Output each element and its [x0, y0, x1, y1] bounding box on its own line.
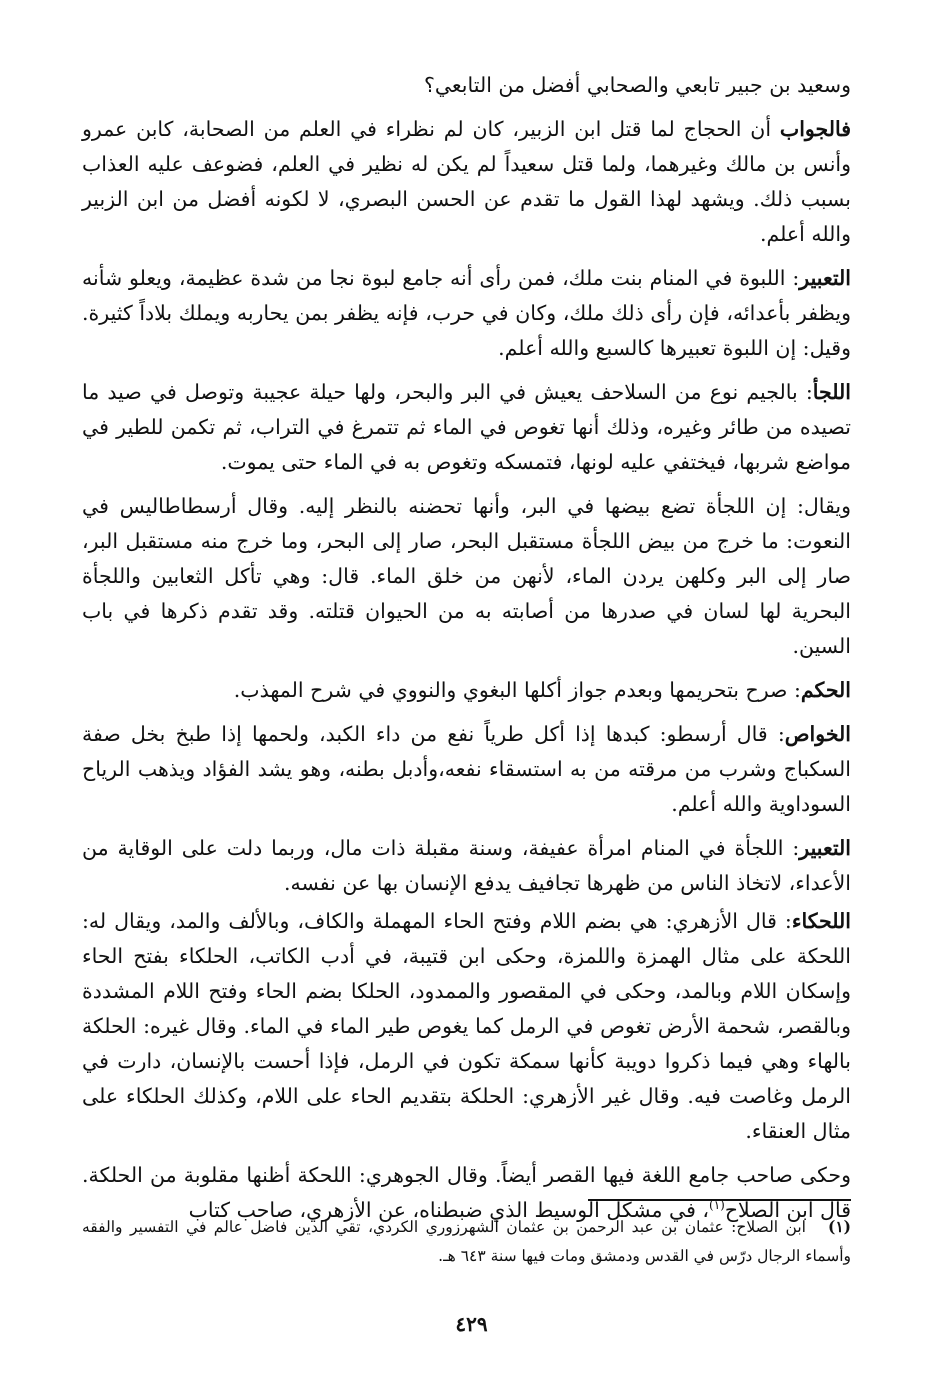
paragraph-heading: التعبير [799, 266, 851, 290]
page-number: ٤٢٩ [455, 1312, 488, 1336]
paragraph-text-tail: ، في مشكل الوسيط الذي ضبطناه، عن الأزهري، صاحب كتاب [188, 1198, 709, 1222]
paragraph-heading: اللجأ [812, 380, 851, 404]
paragraph-heading: فالجواب [779, 117, 851, 141]
footnote-number: (١) [827, 1217, 851, 1236]
footnote-text: ابن الصلاح: عثمان بن عبد الرحمن بن عثمان الشهرزوري الكردي، تقي الدين فاضل عالم في التفسير والفقه وأسماء الرجال درّس في القدس ودمشق ومات فيها سنة ٦٤٣ هـ. [82, 1218, 851, 1265]
paragraph-properties [82, 717, 851, 822]
paragraph-question [82, 68, 851, 103]
paragraph-tortoise [82, 375, 851, 480]
footnote [82, 1212, 851, 1271]
paragraph-text: وسعيد بن جبير تابعي والصحابي أفضل من التابعي؟ [423, 73, 851, 97]
paragraph-skink [82, 904, 851, 1149]
footnote-marker[interactable]: (١) [709, 1198, 725, 1213]
paragraph-text: أن الحجاج لما قتل ابن الزبير، كان لم نظراء في العلم من الصحابة، كابن عمرو وأنس بن مالك وغيرهما، ولما قتل سعيداً لم يكن له نظير في العلم، فضوعف عليه العذاب بسبب ذلك. ويشهد لهذا القول ما تقدم عن الحسن البصري، لا لكونه أفضل من ابن الزبير والله أعلم. [82, 117, 851, 246]
footnote-divider [588, 1199, 851, 1201]
paragraph-text: ويقال: إن اللجأة تضع بيضها في البر، وأنها تحضنه بالنظر إليه. وقال أرسطاطاليس في النعوت: ما خرج من بيض اللجأة مستقبل البحر، صار إلى البحر، وما خرج منه مستقبل البر، صار إلى البر وكلهن يردن الماء، لأنهن من خلق الماء. قال: وهي تأكل الثعابين واللجأة البحرية لها لسان في صدرها من أصابته به من الحيوان قتلته. وقد تقدم ذكرها في باب السين. [82, 494, 851, 658]
main-text [82, 68, 851, 1228]
paragraph-dream-tortoise [82, 831, 851, 901]
paragraph-tortoise-eggs [82, 489, 851, 664]
paragraph-text: : بالجيم نوع من السلاحف يعيش في البر والبحر، ولها حيلة عجيبة وتوصل في صيد ما تصيده من طائر وغيره، وذلك أنها تغوص في الماء ثم تتمرغ في التراب، ثم تكمن للطير في مواضع شربها، فيختفي عليه لونها، فتمسكه وتغوص به في الماء حتى يموت. [82, 380, 851, 474]
paragraph-heading: الخواص [784, 722, 851, 746]
paragraph-heading: اللحكاء [791, 909, 851, 933]
paragraph-dream-lioness [82, 261, 851, 366]
paragraph-ruling [82, 673, 851, 708]
paragraph-text: : اللجأة في المنام امرأة عفيفة، وسنة مقبلة ذات مال، وربما دلت على الوقاية من الأعداء، لاتخاذ الناس من ظهرها تجافيف يدفع الإنسان بها عن نفسه. [82, 836, 851, 895]
paragraph-heading: الحكم [800, 678, 851, 702]
paragraph-text: وحكى صاحب جامع اللغة فيها القصر أيضاً. وقال الجوهري: اللحكة أظنها مقلوبة من الحلكة. قال ابن الصلاح [82, 1163, 851, 1222]
paragraph-text: : اللبوة في المنام بنت ملك، فمن رأى أنه جامع لبوة نجا من شدة عظيمة، ويعلو شأنه ويظفر بأعدائه، فإن رأى ذلك ملك، وكان في حرب، فإنه يظفر بمن يحاربه ويملك بلاداً كثيرة. وقيل: إن اللبوة تعبيرها كالسبع والله أعلم. [82, 266, 851, 360]
paragraph-heading: التعبير [799, 836, 851, 860]
paragraph-text: : صرح بتحريمها وبعدم جواز أكلها البغوي والنووي في شرح المهذب. [233, 678, 801, 702]
paragraph-text: : قال الأزهري: هي بضم اللام وفتح الحاء المهملة والكاف، وبالألف والمد، ويقال له: اللحكة على مثال الهمزة واللمزة، وحكى ابن قتيبة، في أدب الكاتب، الحلكاء بفتح الحاء وإسكان اللام وبالمد، وحكى في المقصور والممدود، الحلكا بضم الحاء وفتح اللام المشددة وبالقصر، شحمة الأرض تغوص في الرمل كما يغوص طير الماء في الماء. وقال غيره: الحلكة بالهاء وهي فيما ذكروا دويبة كأنها سمكة تكون في الرمل، فإذا أحست بالإنسان، دارت في الرمل وغاصت فيه. وقال غير الأزهري: الحلكة بتقديم الحاء على اللام، وكذلك الحلكاء على مثال العنقاء. [82, 909, 851, 1143]
paragraph-answer [82, 112, 851, 252]
paragraph-text: : قال أرسطو: كبدها إذا أكل طرياً نفع من داء الكبد، ولحمها إذا طبخ بخل صفة السكباج وشرب من مرقته من به استسقاء نفعه،وأدبل بطنه، وهو يشد الفؤاد ويذهب الرياح السوداوية والله أعلم. [82, 722, 851, 816]
